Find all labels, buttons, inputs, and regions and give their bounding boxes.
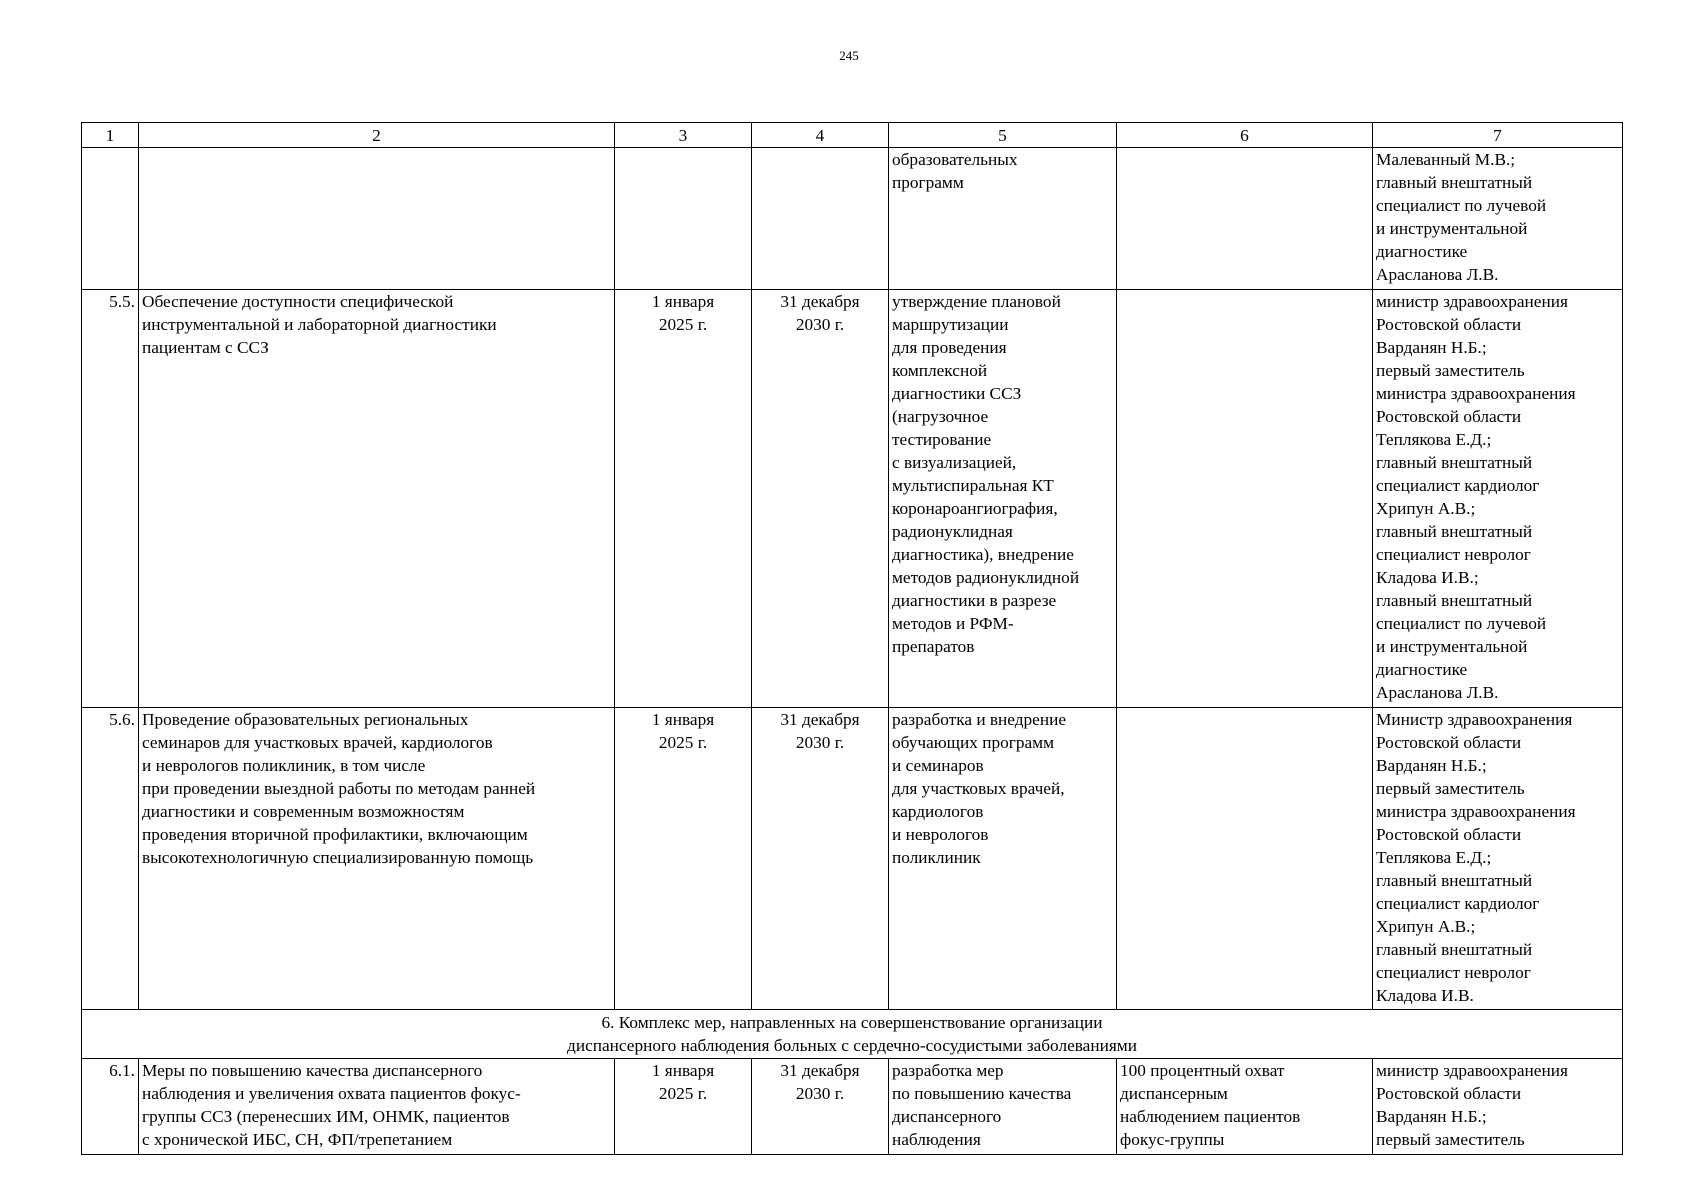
- measure-cell: Проведение образовательных региональных семинаров для участковых врачей, кардиологов и неврологов поликлиник, в том числе при проведении выездной работы по методам ранней диагностики и современным возможностям проведения вторичной профилактики, включающим высокотехнологичную специализированную помощь: [139, 708, 615, 1010]
- end-date-cell: 31 декабря 2030 г.: [752, 708, 889, 1010]
- row-number: 6.1.: [82, 1059, 139, 1155]
- indicator-cell: [1117, 148, 1373, 290]
- end-date-cell: 31 декабря 2030 г.: [752, 1059, 889, 1155]
- responsible-cell: министр здравоохранения Ростовской области Варданян Н.Б.; первый заместитель: [1373, 1059, 1623, 1155]
- column-header-1: 1: [82, 123, 139, 148]
- end-date-cell: 31 декабря 2030 г.: [752, 290, 889, 708]
- start-date-cell: 1 января 2025 г.: [615, 708, 752, 1010]
- indicator-cell: 100 процентный охват диспансерным наблюдением пациентов фокус-группы: [1117, 1059, 1373, 1155]
- end-date-cell: [752, 148, 889, 290]
- section-heading-row: [82, 1010, 1623, 1059]
- start-date-cell: [615, 148, 752, 290]
- column-header-5: 5: [889, 123, 1117, 148]
- result-cell: разработка мер по повышению качества диспансерного наблюдения: [889, 1059, 1117, 1155]
- column-header-7: 7: [1373, 123, 1623, 148]
- column-number-row: [82, 123, 1623, 148]
- indicator-cell: [1117, 290, 1373, 708]
- result-cell: разработка и внедрение обучающих программ и семинаров для участковых врачей, кардиологов и неврологов поликлиник: [889, 708, 1117, 1010]
- row-number: [82, 148, 139, 290]
- table-row: [82, 148, 1623, 290]
- column-header-6: 6: [1117, 123, 1373, 148]
- column-header-3: 3: [615, 123, 752, 148]
- measure-cell: [139, 148, 615, 290]
- page-number: 245: [839, 48, 859, 63]
- responsible-cell: Малеванный М.В.; главный внештатный специалист по лучевой и инструментальной диагностике Арасланова Л.В.: [1373, 148, 1623, 290]
- start-date-cell: 1 января 2025 г.: [615, 1059, 752, 1155]
- responsible-cell: министр здравоохранения Ростовской области Варданян Н.Б.; первый заместитель министра здравоохранения Ростовской области Теплякова Е.Д.; главный внештатный специалист кардиолог Хрипун А.В.; главный внештатный специалист невролог Кладова И.В.; главный внештатный специалист по лучевой и инструментальной диагностике Арасланова Л.В.: [1373, 290, 1623, 708]
- table-row: [82, 1059, 1623, 1155]
- measure-cell: Обеспечение доступности специфической инструментальной и лабораторной диагностики пациентам с ССЗ: [139, 290, 615, 708]
- table-row: [82, 290, 1623, 708]
- measure-cell: Меры по повышению качества диспансерного наблюдения и увеличения охвата пациентов фокус- группы ССЗ (перенесших ИМ, ОНМК, пациентов с хронической ИБС, СН, ФП/трепетанием: [139, 1059, 615, 1155]
- start-date-cell: 1 января 2025 г.: [615, 290, 752, 708]
- row-number: 5.5.: [82, 290, 139, 708]
- result-cell: утверждение плановой маршрутизации для проведения комплексной диагностики ССЗ (нагрузочное тестирование с визуализацией, мультиспиральная КТ коронароангиография, радионуклидная диагностика), внедрение методов радионуклидной диагностики в разрезе методов и РФМ- препаратов: [889, 290, 1117, 708]
- column-header-4: 4: [752, 123, 889, 148]
- section-title: 6. Комплекс мер, направленных на совершенствование организации диспансерного наблюдения больных с сердечно-сосудистыми заболеваниями: [82, 1010, 1623, 1059]
- result-cell: образовательных программ: [889, 148, 1117, 290]
- responsible-cell: Министр здравоохранения Ростовской области Варданян Н.Б.; первый заместитель министра здравоохранения Ростовской области Теплякова Е.Д.; главный внештатный специалист кардиолог Хрипун А.В.; главный внештатный специалист невролог Кладова И.В.: [1373, 708, 1623, 1010]
- indicator-cell: [1117, 708, 1373, 1010]
- row-number: 5.6.: [82, 708, 139, 1010]
- table-row: [82, 708, 1623, 1010]
- action-plan-table: [81, 122, 1623, 1155]
- column-header-2: 2: [139, 123, 615, 148]
